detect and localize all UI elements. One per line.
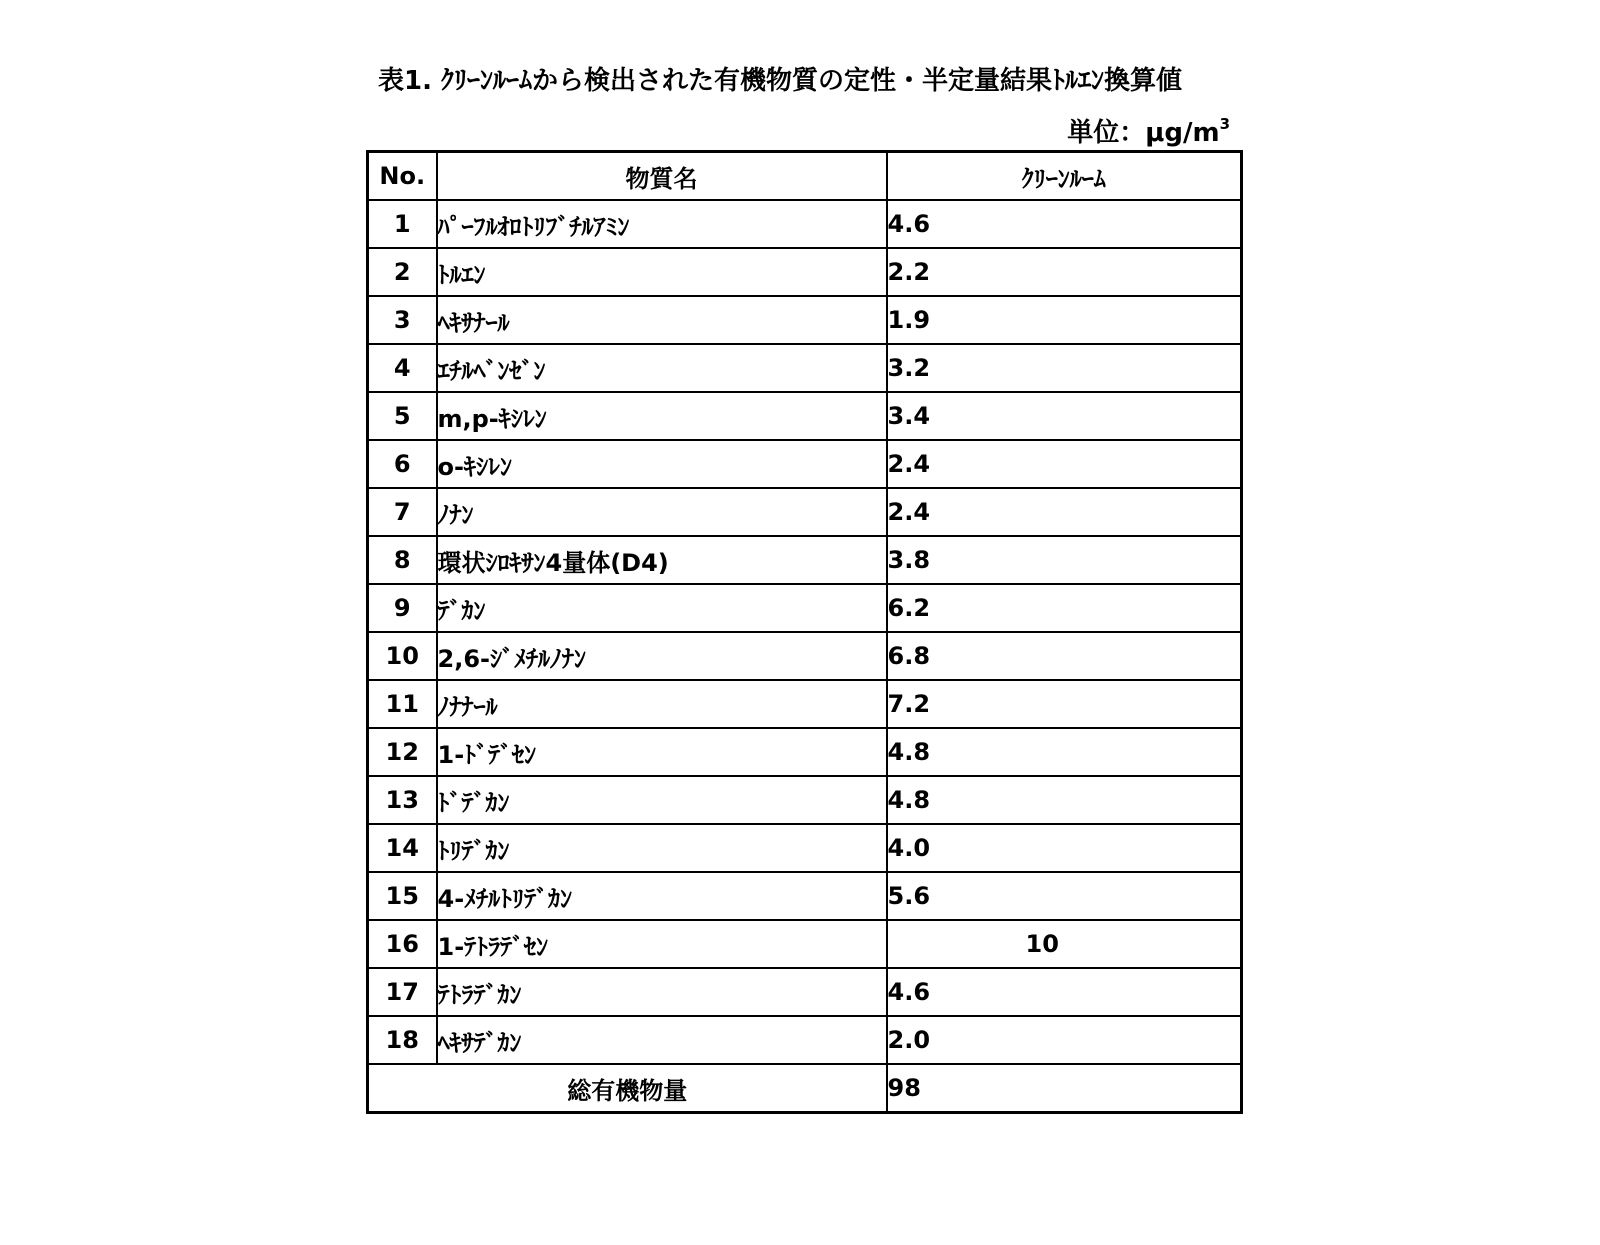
table-row [368,824,1242,872]
row-number: 15 [368,872,437,920]
substance-name: ﾄﾙｴﾝ [437,248,887,296]
cleanroom-value: 2.2 [887,248,1242,296]
cleanroom-value: 4.8 [887,728,1242,776]
cleanroom-value: 2.4 [887,440,1242,488]
cleanroom-value: 4.6 [887,200,1242,248]
cleanroom-value: 10 [887,920,1242,968]
row-number: 9 [368,584,437,632]
substance-name: ﾃﾞｶﾝ [437,584,887,632]
table-row [368,296,1242,344]
table-row [368,872,1242,920]
table-row [368,584,1242,632]
substance-name: ﾄﾘﾃﾞｶﾝ [437,824,887,872]
row-number: 16 [368,920,437,968]
cleanroom-value: 4.0 [887,824,1242,872]
table-row [368,248,1242,296]
results-table [366,150,1243,1114]
total-value: 98 [887,1064,1242,1113]
substance-name: ﾉﾅﾅｰﾙ [437,680,887,728]
substance-name: ﾃﾄﾗﾃﾞｶﾝ [437,968,887,1016]
table-row [368,200,1242,248]
table-body [368,200,1242,1064]
row-number: 7 [368,488,437,536]
substance-name: o-ｷｼﾚﾝ [437,440,887,488]
row-number: 4 [368,344,437,392]
row-number: 17 [368,968,437,1016]
cleanroom-value: 6.8 [887,632,1242,680]
row-number: 10 [368,632,437,680]
table-row [368,776,1242,824]
cleanroom-value: 5.6 [887,872,1242,920]
cleanroom-value: 3.4 [887,392,1242,440]
cleanroom-value: 3.8 [887,536,1242,584]
row-number: 8 [368,536,437,584]
cleanroom-value: 4.8 [887,776,1242,824]
table-row [368,920,1242,968]
table-row [368,632,1242,680]
substance-name: ﾊﾟｰﾌﾙｵﾛﾄﾘﾌﾞﾁﾙｱﾐﾝ [437,200,887,248]
cleanroom-value: 3.2 [887,344,1242,392]
header-substance-name: 物質名 [437,152,887,201]
substance-name: ﾄﾞﾃﾞｶﾝ [437,776,887,824]
substance-name: 1-ﾄﾞﾃﾞｾﾝ [437,728,887,776]
table-title: 表1. ｸﾘｰﾝﾙｰﾑから検出された有機物質の定性・半定量結果ﾄﾙｴﾝ換算値 [378,66,1183,96]
unit-text: 単位：μg/m [1067,118,1220,148]
table-row [368,680,1242,728]
table-row [368,728,1242,776]
table-row [368,392,1242,440]
cleanroom-value: 1.9 [887,296,1242,344]
row-number: 2 [368,248,437,296]
substance-name: ﾍｷｻﾅｰﾙ [437,296,887,344]
header-no: No. [368,152,437,201]
total-label: 総有機物量 [368,1064,887,1113]
row-number: 1 [368,200,437,248]
substance-name: ｴﾁﾙﾍﾞﾝｾﾞﾝ [437,344,887,392]
cleanroom-value: 7.2 [887,680,1242,728]
cleanroom-value: 4.6 [887,968,1242,1016]
substance-name: 4-ﾒﾁﾙﾄﾘﾃﾞｶﾝ [437,872,887,920]
row-number: 18 [368,1016,437,1064]
header-cleanroom: ｸﾘｰﾝﾙｰﾑ [887,152,1242,201]
table-row [368,440,1242,488]
row-number: 5 [368,392,437,440]
substance-name: ﾍｷｻﾃﾞｶﾝ [437,1016,887,1064]
substance-name: 環状ｼﾛｷｻﾝ4量体(D4) [437,536,887,584]
table-row [368,968,1242,1016]
cleanroom-value: 2.0 [887,1016,1242,1064]
row-number: 12 [368,728,437,776]
row-number: 14 [368,824,437,872]
unit-label [900,112,1230,149]
cleanroom-value: 6.2 [887,584,1242,632]
total-row [368,1064,1242,1113]
substance-name: 2,6-ｼﾞﾒﾁﾙﾉﾅﾝ [437,632,887,680]
row-number: 11 [368,680,437,728]
table-row [368,344,1242,392]
table-row [368,488,1242,536]
row-number: 13 [368,776,437,824]
row-number: 6 [368,440,437,488]
row-number: 3 [368,296,437,344]
substance-name: ﾉﾅﾝ [437,488,887,536]
cleanroom-value: 2.4 [887,488,1242,536]
table-row [368,536,1242,584]
unit-superscript: 3 [1219,115,1230,133]
table-row [368,1016,1242,1064]
substance-name: m,p-ｷｼﾚﾝ [437,392,887,440]
substance-name: 1-ﾃﾄﾗﾃﾞｾﾝ [437,920,887,968]
header-row [368,152,1242,201]
